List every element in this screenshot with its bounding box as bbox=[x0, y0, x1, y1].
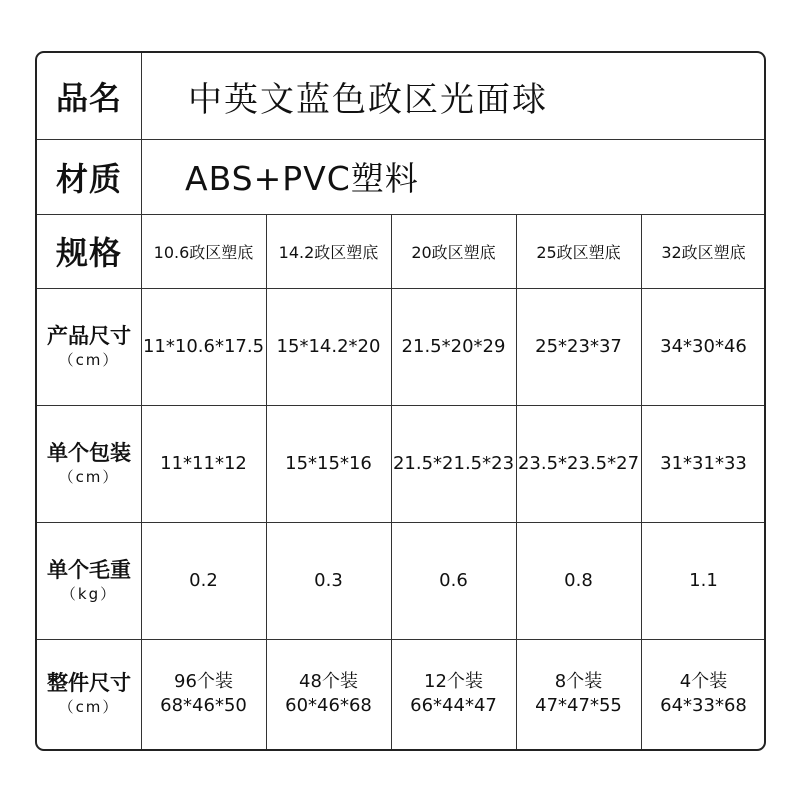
gross-weight-value: 0.6 bbox=[439, 570, 468, 591]
carton-quantity: 48个装 bbox=[299, 671, 358, 692]
material-label: 材质 bbox=[55, 159, 122, 198]
material-value: ABS+PVC塑料 bbox=[185, 159, 419, 198]
product-size-label-cell bbox=[37, 288, 141, 405]
gross-weight-value: 0.8 bbox=[564, 570, 593, 591]
gross-weight-unit: （kg） bbox=[60, 584, 118, 603]
gross-weight-value: 0.2 bbox=[189, 570, 218, 591]
carton-size-cell bbox=[266, 639, 391, 749]
carton-size-cell bbox=[641, 639, 766, 749]
carton-size-value: 68*46*50 bbox=[160, 695, 247, 716]
carton-quantity: 12个装 bbox=[424, 671, 483, 692]
carton-size-label-cell bbox=[37, 639, 141, 749]
carton-quantity: 96个装 bbox=[174, 671, 233, 692]
carton-quantity: 8个装 bbox=[554, 671, 603, 692]
carton-size-value: 64*33*68 bbox=[660, 695, 747, 716]
gross-weight-label-cell bbox=[37, 522, 141, 639]
product-size-value: 21.5*20*29 bbox=[401, 336, 506, 357]
spec-label: 规格 bbox=[55, 234, 122, 272]
product-size-value: 25*23*37 bbox=[535, 336, 622, 357]
gross-weight-value: 1.1 bbox=[689, 570, 718, 591]
single-pack-label-cell bbox=[37, 405, 141, 522]
single-pack-value: 31*31*33 bbox=[660, 453, 747, 474]
product-size-value: 34*30*46 bbox=[660, 336, 747, 357]
carton-size-value: 66*44*47 bbox=[410, 695, 497, 716]
single-pack-value: 21.5*21.5*23 bbox=[392, 453, 515, 474]
single-pack-label: 单个包装 bbox=[47, 440, 131, 465]
carton-size-value: 60*46*68 bbox=[285, 695, 372, 716]
gross-weight-label: 单个毛重 bbox=[47, 557, 131, 582]
product-size-value: 15*14.2*20 bbox=[276, 336, 381, 357]
single-pack-unit: （cm） bbox=[58, 467, 120, 486]
carton-size-cell bbox=[141, 639, 266, 749]
single-pack-value: 11*11*12 bbox=[160, 453, 247, 474]
product-size-unit: （cm） bbox=[58, 350, 120, 369]
carton-size-value: 47*47*55 bbox=[535, 695, 622, 716]
carton-size-unit: （cm） bbox=[58, 698, 120, 716]
carton-size-cell bbox=[391, 639, 516, 749]
spec-table bbox=[35, 51, 766, 751]
spec-value: 25政区塑底 bbox=[536, 242, 621, 262]
product-name-label: 品名 bbox=[55, 79, 122, 117]
carton-quantity: 4个装 bbox=[679, 671, 728, 692]
carton-size-cell bbox=[516, 639, 641, 749]
product-name-value: 中英文蓝色政区光面球 bbox=[188, 79, 548, 120]
single-pack-value: 23.5*23.5*27 bbox=[517, 453, 640, 474]
carton-size-label: 整件尺寸 bbox=[47, 671, 131, 695]
product-size-label: 产品尺寸 bbox=[47, 323, 131, 348]
spec-value: 32政区塑底 bbox=[661, 242, 746, 262]
spec-value: 20政区塑底 bbox=[411, 242, 496, 262]
spec-value: 14.2政区塑底 bbox=[278, 242, 379, 262]
gross-weight-value: 0.3 bbox=[314, 570, 343, 591]
single-pack-value: 15*15*16 bbox=[285, 453, 372, 474]
spec-value: 10.6政区塑底 bbox=[153, 242, 254, 262]
product-size-value: 11*10.6*17.5 bbox=[142, 336, 265, 357]
